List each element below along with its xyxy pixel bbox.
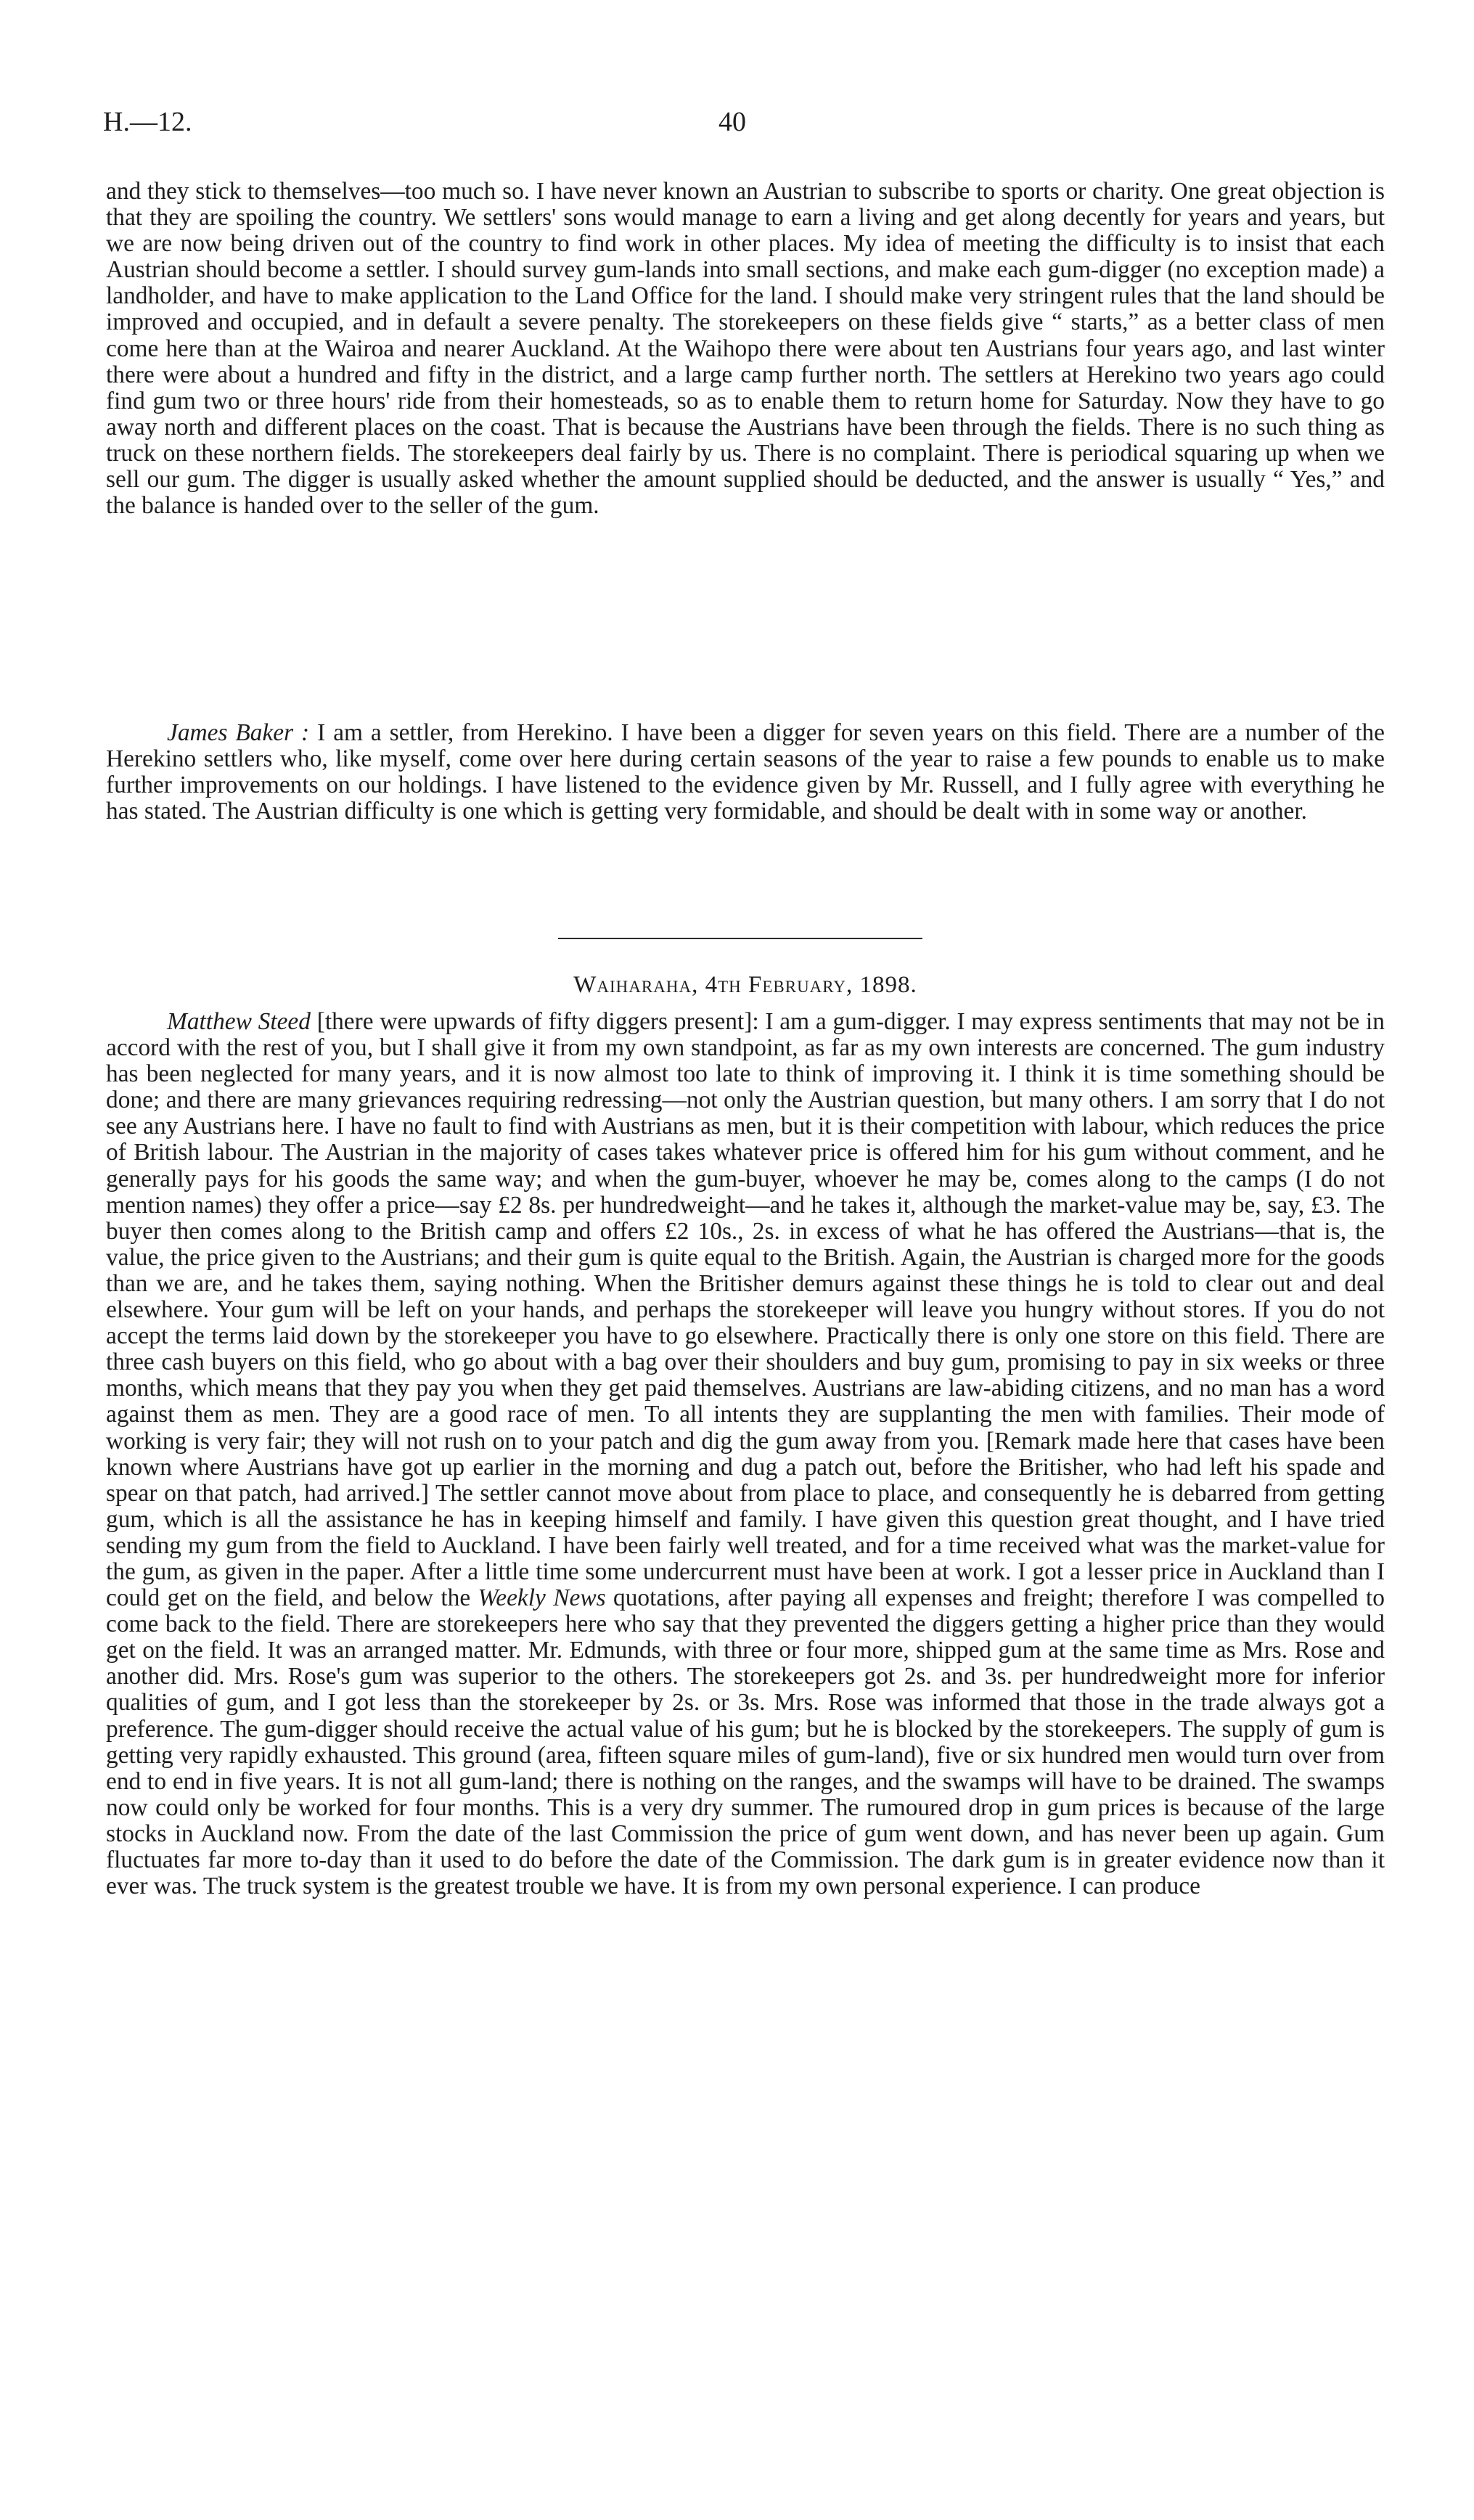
speaker-name: James Baker :: [167, 719, 310, 746]
testimony-text: quotations, after paying all expenses and freight; therefore I was compelled to come back to the field. There are storekeepers here who say that they prevented the diggers getting a higher price than they would get on the field. It was an arranged matter. Mr. Edmunds, with three or four more, shipped gum at the same time as Mrs. Rose and another did. Mrs. Rose's gum was superior to the others. The storekeepers got 2s. and 3s. per hundredweight more for inferior qualities of gum, and I got less than the storekeeper by 2s. or 3s. Mrs. Rose was informed that those in the trade always got a preference. The gum-digger should receive the actual value of his gum; but he is blocked by the storekeepers. The supply of gum is getting very rapidly exhausted. This ground (area, fifteen square miles of gum-land), five or six hundred men would turn over from end to end in five years. It is not all gum-land; there is nothing on the ranges, and the swamps will have to be drained. The swamps now could only be worked for four months. This is a very dry summer. The rumoured drop in gum prices is because of the large stocks in Auckland now. From the date of the last Commission the price of gum went down, and has never been up again. Gum fluctuates far more to-day than it used to do before the date of the Commission. The dark gum is in greater evidence now than it ever was. The truck system is the greatest trouble we have. It is from my own personal experience. I can produce: [106, 1584, 1385, 1900]
page-number: 40: [718, 107, 746, 137]
paragraph: [106, 720, 1385, 825]
speaker-name: Matthew Steed: [167, 1008, 311, 1035]
testimony-text: I am a settler, from Herekino. I have been a digger for seven years on this field. There are a number of the Herekino settlers who, like myself, come over here during certain seasons of the year to raise a few pounds to enable us to make further improvements on our holdings. I have listened to the evidence given by Mr. Russell, and I fully agree with everything he has stated. The Austrian difficulty is one which is getting very formidable, and should be dealt with in some way or another.: [106, 719, 1385, 825]
document-reference: H.—12.: [103, 107, 192, 137]
testimony-continuation: [106, 179, 1385, 519]
testimony-matthew-steed: [106, 1009, 1385, 1899]
publication-title: Weekly News: [478, 1584, 606, 1612]
paragraph: [106, 1009, 1385, 1899]
section-dateline: Waiharaha, 4th February, 1898.: [573, 972, 917, 998]
testimony-text: [there were upwards of fifty diggers present]: I am a gum-digger. I may express sentiments that may not be in accord with the rest of you, but I shall give it from my own standpoint, as far as my own interests are concerned. The gum industry has been neglected for many years, and it is now almost too late to think of improving it. I think it is time something should be done; and there are many grievances requiring redressing—not only the Austrian question, but many others. I am sorry that I do not see any Austrians here. I have no fault to find with Austrians as men, but it is their competition with labour, which reduces the price of British labour. The Austrian in the majority of cases takes whatever price is offered him for his gum without comment, and he generally pays for his goods the same way; and when the gum-buyer, whoever he may be, comes along to the camps (I do not mention names) they offer a price—say £2 8s. per hundredweight—and he takes it, although the market-value may be, say, £3. The buyer then comes along to the British camp and offers £2 10s., 2s. in excess of what he has offered the Austrians—that is, the value, the price given to the Austrians; and their gum is quite equal to the British. Again, the Austrian is charged more for the goods than we are, and he takes them, saying nothing. When the Britisher demurs against these things he is told to clear out and deal elsewhere. Your gum will be left on your hands, and perhaps the storekeeper will leave you hungry without stores. If you do not accept the terms laid down by the storekeeper you have to go elsewhere. Practically there is only one store on this field. There are three cash buyers on this field, who go about with a bag over their shoulders and buy gum, promising to pay in six weeks or three months, which means that they pay you when they get paid themselves. Austrians are law-abiding citizens, and no man has a word against them as men. They are a good race of men. To all intents they are supplanting the men with families. Their mode of working is very fair; they will not rush on to your patch and dig the gum away from you. [Remark made here that cases have been known where Austrians have got up earlier in the morning and dug a patch out, before the Britisher, who had left his spade and spear on that patch, had arrived.] The settler cannot move about from place to place, and consequently he is debarred from getting gum, which is all the assistance he has in keeping himself and family. I have given this question great thought, and I have tried sending my gum from the field to Auckland. I have been fairly well treated, and for a time received what was the market-value for the gum, as given in the paper. After a little time some undercurrent must have been at work. I got a lesser price in Auckland than I could get on the field, and below the: [106, 1008, 1385, 1612]
testimony-james-baker: [106, 720, 1385, 825]
section-divider: [558, 938, 922, 939]
paragraph: and they stick to themselves—too much so. I have never known an Austrian to subscribe to sports or charity. One great objection is that they are spoiling the country. We settlers' sons would manage to earn a living and get along decently for years and years, but we are now being driven out of the country to find work in other places. My idea of meeting the difficulty is to insist that each Austrian should become a settler. I should survey gum-lands into small sections, and make each gum-digger (no exception made) a landholder, and have to make application to the Land Office for the land. I should make very stringent rules that the land should be improved and occupied, and in default a severe penalty. The storekeepers on these fields give “ starts,” as a better class of men come here than at the Wairoa and nearer Auckland. At the Waihopo there were about ten Austrians four years ago, and last winter there were about a hundred and fifty in the district, and a large camp further north. The settlers at Herekino two years ago could find gum two or three hours' ride from their homesteads, so as to enable them to return home for Saturday. Now they have to go away north and different places on the coast. That is because the Austrians have been through the fields. There is no such thing as truck on these northern fields. The storekeepers deal fairly by us. There is no complaint. There is periodical squaring up when we sell our gum. The digger is usually asked whether the amount supplied should be deducted, and the answer is usually “ Yes,” and the balance is handed over to the seller of the gum.: [106, 178, 1385, 520]
page-header: [103, 100, 1380, 144]
